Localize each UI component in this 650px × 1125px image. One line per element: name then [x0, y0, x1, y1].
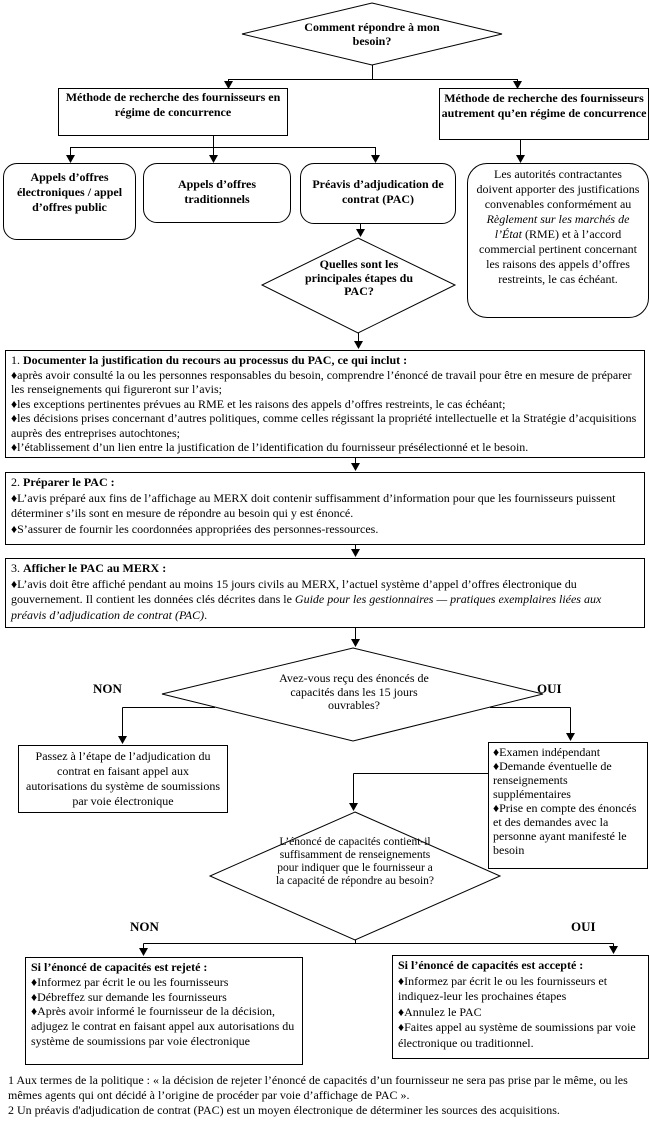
- step3-bullet: [11, 577, 639, 624]
- step1-heading: Documenter la justification du recours au processus du PAC, ce qui inclut :: [23, 353, 408, 367]
- step1-bullet: ♦l’établissement d’un lien entre la justification de l’identification du fournisseur présélectionné et le besoin.: [11, 440, 529, 454]
- outcome-rejete-heading: Si l’énoncé de capacités est rejeté :: [31, 960, 208, 974]
- footnote-1: 1 Aux termes de la politique : « la décision de rejeter l’énoncé de capacités d’un fournisseur ne sera pas prise par le même, ou les mêmes agents qui ont décidé à l’origine de procéder par voie d’affichage de PAC ».: [8, 1073, 628, 1102]
- node-appels-traditionnels: Appels d’offres traditionnels: [143, 163, 291, 223]
- step3-afficher-box: [5, 558, 645, 628]
- examen-bullet: ♦Examen indépendant: [493, 745, 601, 759]
- decision-q1-text: Comment répondre à mon besoin?: [304, 20, 440, 48]
- outcome-rejete-bullet: ♦Informez par écrit le ou les fournisseurs: [31, 974, 229, 989]
- step3-bullet-italic: Guide pour les gestionnaires — pratiques exemplaires liées aux préavis d’adjudication de contrat (PAC): [11, 592, 602, 622]
- node-preavis-pac: Préavis d’adjudication de contrat (PAC): [300, 163, 456, 224]
- autorites-text-italic: Règlement sur les marchés de l’État: [486, 212, 630, 241]
- decision-q3-text: Avez-vous reçu des énoncés de capacités dans les 15 jours ouvrables?: [279, 671, 429, 712]
- branch-label-oui-1: OUI: [537, 681, 562, 696]
- step1-bullet: ♦après avoir consulté la ou les personnes responsables du besoin, comprendre l’énoncé de travail pour être en mesure de préparer les renseignements qui figureront sur l’avis;: [11, 367, 632, 396]
- node-passez-adjudication: Passez à l’étape de l’adjudication du contrat en faisant appel aux autorisations du système de soumissions par voie électronique: [18, 745, 228, 813]
- node-methode-concurrence: Méthode de recherche des fournisseurs en régime de concurrence: [58, 88, 288, 136]
- step1-number: 1.: [11, 353, 23, 367]
- step1-bullet: ♦les exceptions pertinentes prévues au RME et les raisons des appels d’offres restreints, le cas échéant;: [11, 396, 506, 411]
- step1-bullet: ♦les décisions prises concernant d’autres politiques, comme celles régissant la propriété intellectuelle et la Stratégie d’acquisitions auprès des entreprises autochtones;: [11, 411, 637, 440]
- footnotes: [8, 1073, 646, 1118]
- decision-q2-text: Quelles sont les principales étapes du PAC?: [304, 257, 413, 298]
- branch-label-non-1: NON: [93, 681, 122, 696]
- step2-bullet: ♦L’avis préparé aux fins de l’affichage au MERX doit contenir suffisamment d’information pour que les fournisseurs puissent déterminer s’ils sont en mesure de répondre au besoin qui y est énoncé.: [11, 490, 616, 520]
- node-appels-electroniques: Appels d’offres électroniques / appel d’offres public: [3, 163, 136, 240]
- step2-heading: Préparer le PAC :: [23, 475, 115, 489]
- outcome-rejete-bullet: ♦Débreffez sur demande les fournisseurs: [31, 989, 227, 1004]
- step3-number: 3.: [11, 561, 23, 575]
- examen-bullet: ♦Demande éventuelle de renseignements supplémentaires: [493, 759, 612, 801]
- decision-q4-text: L’énoncé de capacités contient-il suffisamment de renseignements pour indiquer que le fournisseur a la capacité de répondre au besoin?: [275, 836, 435, 887]
- footnote-2: 2 Un préavis d'adjudication de contrat (PAC) est un moyen électronique de déterminer les sources des acquisitions.: [8, 1103, 560, 1117]
- autorites-text-post: (RME) et à l’accord commercial pertinent concernant les raisons des appels d’offres restreints, le cas échéant.: [479, 227, 637, 286]
- node-examen-independant: [488, 742, 648, 869]
- examen-bullet: ♦Prise en compte des énoncés et des demandes avec la personne ayant manifesté le besoin: [493, 801, 637, 857]
- step2-bullet: ♦S’assurer de fournir les coordonnées appropriées des personnes-ressources.: [11, 521, 379, 536]
- step3-heading: Afficher le PAC au MERX :: [23, 561, 167, 575]
- step1-documenter-box: [5, 350, 645, 458]
- outcome-accepte-box: [392, 955, 649, 1059]
- autorites-text-pre: Les autorités contractantes doivent apporter des justifications convenables conformément au: [476, 167, 640, 211]
- step3-bullet-pre: ♦L’avis doit être affiché pendant au moins 15 jours civils au MERX, l’actuel système d’appel d’offres électronique du gouvernement. Il contient les données clés décrites dans le: [11, 576, 577, 606]
- outcome-accepte-heading: Si l’énoncé de capacités est accepté :: [398, 958, 584, 972]
- outcome-accepte-bullet: ♦Annulez le PAC: [398, 1004, 482, 1019]
- branch-label-non-2: NON: [130, 919, 159, 934]
- outcome-accepte-bullet: ♦Informez par écrit le ou les fournisseurs et indiquez-leur les prochaines étapes: [398, 973, 608, 1003]
- node-methode-autrement: Méthode de recherche des fournisseurs autrement qu’en régime de concurrence: [439, 88, 649, 140]
- outcome-accepte-bullet: ♦Faites appel au système de soumissions par voie électronique ou traditionnel.: [398, 1020, 636, 1050]
- branch-label-oui-2: OUI: [571, 919, 596, 934]
- step2-preparer-box: [5, 472, 645, 545]
- node-autorites-contractantes: [467, 163, 649, 318]
- outcome-rejete-bullet: ♦Après avoir informé le fournisseur de la décision, adjugez le contrat en faisant appel aux autorisations du système de soumissions par voie électronique: [31, 1004, 295, 1048]
- outcome-rejete-box: [25, 957, 303, 1065]
- step2-number: 2.: [11, 475, 23, 489]
- step3-bullet-post: .: [204, 607, 208, 622]
